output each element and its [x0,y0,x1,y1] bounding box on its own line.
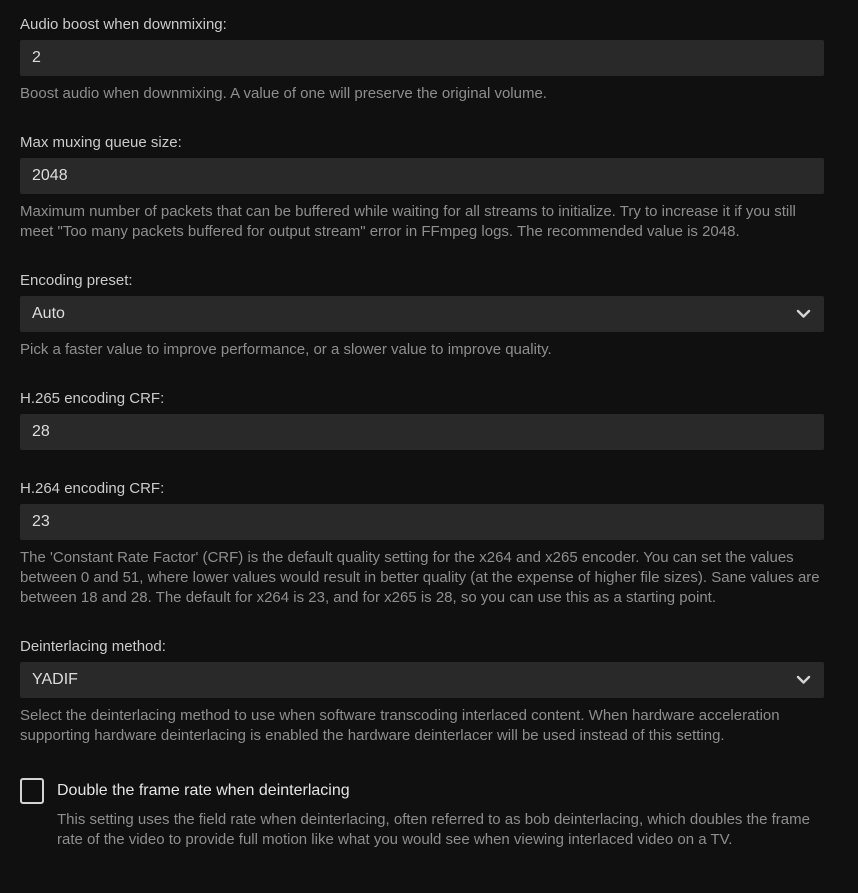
h265-crf-input[interactable] [20,414,824,450]
double-framerate-label: Double the frame rate when deinterlacing [57,782,350,799]
audio-boost-field [20,16,824,104]
encoding-preset-help: Pick a faster value to improve performance, or a slower value to improve quality. [20,341,552,358]
deinterlacing-method-label: Deinterlacing method: [20,638,166,655]
max-muxing-queue-field [20,134,824,242]
double-framerate-row[interactable] [20,778,824,804]
deinterlacing-method-field [20,638,824,746]
max-muxing-queue-label: Max muxing queue size: [20,134,182,151]
audio-boost-help: Boost audio when downmixing. A value of one will preserve the original volume. [20,85,547,102]
audio-boost-label: Audio boost when downmixing: [20,16,227,33]
h265-crf-field [20,390,824,450]
encoding-preset-select[interactable] [20,296,824,332]
h264-crf-field [20,480,824,608]
deinterlacing-method-selected-value: YADIF [32,671,78,688]
h264-crf-input[interactable] [20,504,824,540]
deinterlacing-method-select[interactable] [20,662,824,698]
double-framerate-checkbox[interactable] [20,778,44,804]
h265-crf-label: H.265 encoding CRF: [20,390,165,407]
encoding-preset-selected-value: Auto [32,305,65,322]
h264-crf-help: The 'Constant Rate Factor' (CRF) is the default quality setting for the x264 and x265 encoder. You can set the values between 0 and 51, where lower values would result in better quality (at the expense of higher file sizes). Sane values are between 18 and 28. The default for x264 is 23, and for x265 is 28, so you can use this as a starting point. [20,549,820,606]
encoding-preset-field [20,272,824,360]
h264-crf-label: H.264 encoding CRF: [20,480,165,497]
double-framerate-description: This setting uses the field rate when deinterlacing, often referred to as bob deinterlacing, which doubles the frame rate of the video to provide full motion like what you would see when viewing interlaced video on a TV. [57,811,810,848]
encoding-preset-label: Encoding preset: [20,272,133,289]
max-muxing-queue-input[interactable] [20,158,824,194]
audio-boost-input[interactable] [20,40,824,76]
max-muxing-queue-help: Maximum number of packets that can be buffered while waiting for all streams to initialize. Try to increase it if you still meet "Too many packets buffered for output stream" error in FFmpeg logs. The recommended value is 2048. [20,203,796,240]
double-framerate-group [20,778,824,850]
deinterlacing-method-help: Select the deinterlacing method to use when software transcoding interlaced content. When hardware acceleration supporting hardware deinterlacing is enabled the hardware deinterlacer will be used instead of this setting. [20,707,780,744]
